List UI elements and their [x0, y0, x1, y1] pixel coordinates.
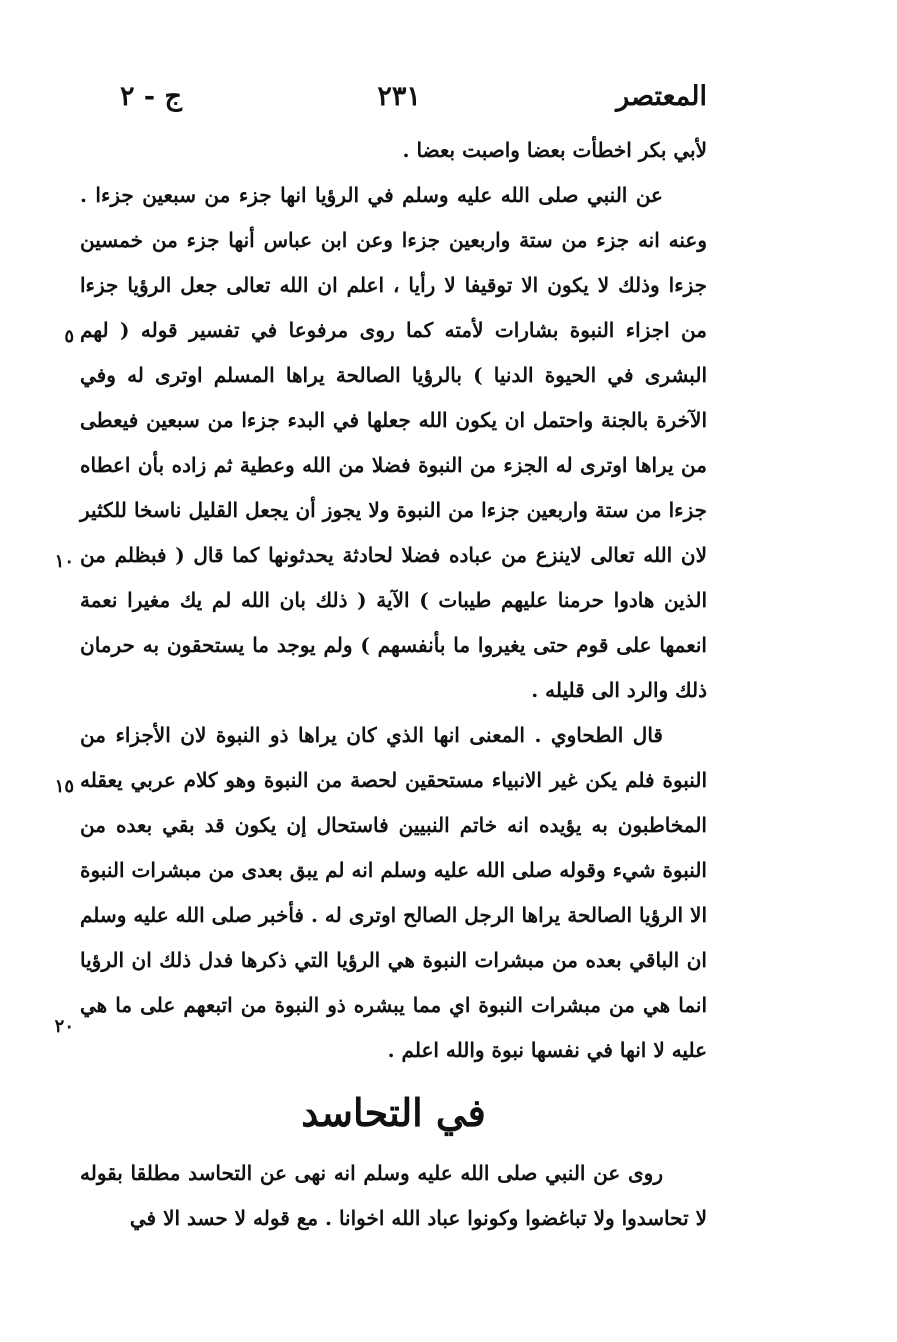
page-header — [120, 72, 707, 120]
paragraph-tahasud: روى عن النبي صلى الله عليه وسلم انه نهى عن التحاسد مطلقا بقوله لا تحاسدوا ولا تباغضوا وكونوا عباد الله اخوانا . مع قوله لا حسد الا في — [80, 1161, 707, 1230]
volume-number: ج - ٢ — [120, 80, 182, 112]
line-number-5: ٥ — [64, 326, 74, 347]
margin-line-numbers — [0, 0, 80, 1342]
book-title: المعتصر — [616, 80, 707, 112]
paragraph-continuation: لأبي بكر اخطأت بعضا واصبت بعضا . — [402, 138, 707, 162]
line-number-15: ١٥ — [54, 776, 74, 797]
section-heading: في التحاسد — [301, 1090, 486, 1135]
line-number-10: ١٠ — [54, 551, 74, 572]
body-text — [80, 128, 707, 1241]
page-number: ٢٣١ — [377, 80, 421, 112]
paragraph-tahawi: قال الطحاوي . المعنى انها الذي كان يراها ذو النبوة لان الأجزاء من النبوة فلم يكن غير الانبياء مستحقين لحصة من النبوة وهو كلام عربي يعقله المخاطبون به يؤيده انه خاتم النبيين فاستحال إن يكون قد بقي بعده من النبوة شيء وقوله صلى الله عليه وسلم انه لم يبق بعدى من مبشرات النبوة الا الرؤيا الصالحة يراها الرجل الصالح اوترى له . فأخبر صلى الله عليه وسلم ان الباقي بعده من مبشرات النبوة هي الرؤيا التي ذكرها فدل ذلك ان الرؤيا انما هي من مبشرات النبوة اي مما يبشره ذو النبوة من اتبعهم على ما هي عليه لا انها في نفسها نبوة والله اعلم . — [80, 723, 707, 1062]
line-number-20: ٢٠ — [54, 1016, 74, 1037]
paragraph-hadith-ruya: عن النبي صلى الله عليه وسلم في الرؤيا انها جزء من سبعين جزءا . وعنه انه جزء من ستة واربعين جزءا وعن ابن عباس أنها جزء من خمسين جزءا وذلك لا يكون الا توقيفا لا رأيا ، اعلم ان الله تعالى جعل الرؤيا جزءا من اجزاء النبوة بشارات لأمته كما روى مرفوعا في تفسير قوله ( لهم البشرى في الحيوة الدنيا ) بالرؤيا الصالحة يراها المسلم اوترى له وفي الآخرة بالجنة واحتمل ان يكون الله جعلها في البدء جزءا من سبعين فيعطى من يراها اوترى له الجزء من النبوة فضلا من الله وعطية ثم زاده بأن اعطاه جزءا من ستة واربعين جزءا من النبوة ولا يجوز أن يجعل القليل ناسخا للكثير لان الله تعالى لاينزع من عباده فضلا لحادثة يحدثونها كما قال ( فبظلم من الذين هادوا حرمنا عليهم طيبات ) الآية ( ذلك بان الله لم يك مغيرا نعمة انعمها على قوم حتى يغيروا ما بأنفسهم ) ولم يوجد ما يستحقون به حرمان ذلك والرد الى قليله . — [80, 183, 707, 702]
